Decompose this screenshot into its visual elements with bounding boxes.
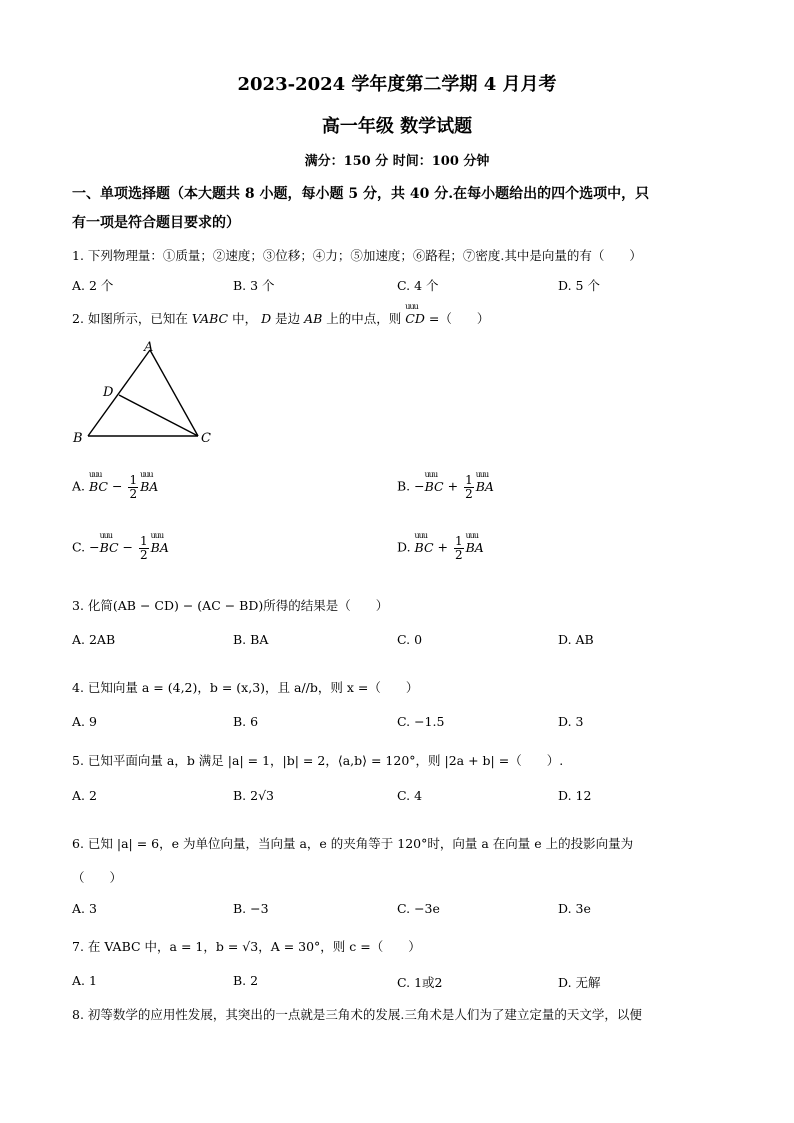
vector-cd: uuu CD bbox=[405, 311, 425, 326]
q6-option-c: C. −3e bbox=[397, 901, 440, 916]
q2-option-d: D. uuu BC + $\frac{1}{2}$ uuu BA bbox=[397, 535, 484, 561]
q5-option-b: B. 2√3 bbox=[233, 788, 275, 803]
q1-option-c: C. 4 个 bbox=[397, 278, 439, 293]
exam-meta: 满分：150 分 时间：100 分钟 bbox=[304, 154, 490, 169]
triangle-symbol: VABC bbox=[191, 311, 229, 326]
vertex-d-label: D bbox=[103, 385, 114, 400]
q4-option-a: A. 9 bbox=[72, 714, 97, 729]
q1-option-b: B. 3 个 bbox=[233, 278, 275, 293]
q1-option-d: D. 5 个 bbox=[558, 278, 600, 293]
q5-option-c: C. 4 bbox=[397, 788, 423, 803]
q6-option-d: D. 3e bbox=[558, 901, 591, 916]
section-heading-line1: 一、单项选择题（本大题共 8 小题，每小题 5 分，共 40 分.在每小题给出的四个选项中，只 bbox=[72, 186, 650, 202]
q5-option-a: A. 2 bbox=[72, 788, 97, 803]
vertex-b-label: B bbox=[73, 431, 83, 446]
question-3: 3. 化简(AB − CD) − (AC − BD)所得的结果是（ ） bbox=[72, 598, 389, 613]
q2-option-b: B. −uuu BC + $\frac{1}{2}$ uuu BA bbox=[397, 474, 494, 500]
question-6-line1: 6. 已知 |a| = 6，e 为单位向量，当向量 a，e 的夹角等于 120°时，向量 a 在向量 e 上的投影向量为 bbox=[72, 836, 634, 851]
q2-option-c: C. −uuu BC − $\frac{1}{2}$ uuu BA bbox=[72, 535, 169, 561]
q7-option-a: A. 1 bbox=[72, 973, 97, 988]
q7-option-b: B. 2 bbox=[233, 973, 259, 988]
vertex-a-label: A bbox=[144, 340, 154, 355]
question-4: 4. 已知向量 a = (4,2)，b = (x,3)，且 a//b，则 x =（ ） bbox=[72, 680, 419, 695]
q6-option-b: B. −3 bbox=[233, 901, 269, 916]
question-5: 5. 已知平面向量 a，b 满足 |a| = 1，|b| = 2，⟨a,b⟩ = 120°，则 |2a + b| =（ ）. bbox=[72, 753, 564, 768]
q6-option-a: A. 3 bbox=[72, 901, 97, 916]
question-7: 7. 在 VABC 中，a = 1，b = √3，A = 30°，则 c =（ ） bbox=[72, 939, 421, 954]
q3-option-a: A. 2AB bbox=[72, 632, 116, 647]
q2-option-a: A. uuu BC − $\frac{1}{2}$ uuu BA bbox=[72, 474, 158, 500]
q5-option-d: D. 12 bbox=[558, 788, 592, 803]
q4-option-b: B. 6 bbox=[233, 714, 259, 729]
exam-title: 2023-2024 学年度第二学期 4 月月考 bbox=[237, 74, 557, 95]
question-8: 8. 初等数学的应用性发展，其突出的一点就是三角术的发展.三角术是人们为了建立定量的天文学，以便 bbox=[72, 1007, 642, 1022]
triangle-figure bbox=[70, 338, 220, 450]
q4-option-c: C. −1.5 bbox=[397, 714, 445, 729]
vertex-c-label: C bbox=[201, 431, 211, 446]
section-heading-line2: 有一项是符合题目要求的） bbox=[72, 215, 240, 231]
q1-option-a: A. 2 个 bbox=[72, 278, 114, 293]
q4-option-d: D. 3 bbox=[558, 714, 584, 729]
q7-option-c: C. 1或2 bbox=[397, 975, 443, 990]
q3-option-b: B. BA bbox=[233, 632, 269, 647]
question-1: 1. 下列物理量：①质量；②速度；③位移；④力；⑤加速度；⑥路程；⑦密度.其中是向量的有（ ） bbox=[72, 248, 642, 263]
q3-option-d: D. AB bbox=[558, 632, 594, 647]
q3-option-c: C. 0 bbox=[397, 632, 423, 647]
exam-subtitle: 高一年级 数学试题 bbox=[321, 116, 473, 137]
question-2: 2. 如图所示，已知在 VABC 中， D 是边 AB 上的中点，则 uuu CD =（ ） bbox=[72, 309, 489, 327]
q7-option-d: D. 无解 bbox=[558, 975, 601, 990]
question-6-line2: （ ） bbox=[72, 870, 123, 885]
